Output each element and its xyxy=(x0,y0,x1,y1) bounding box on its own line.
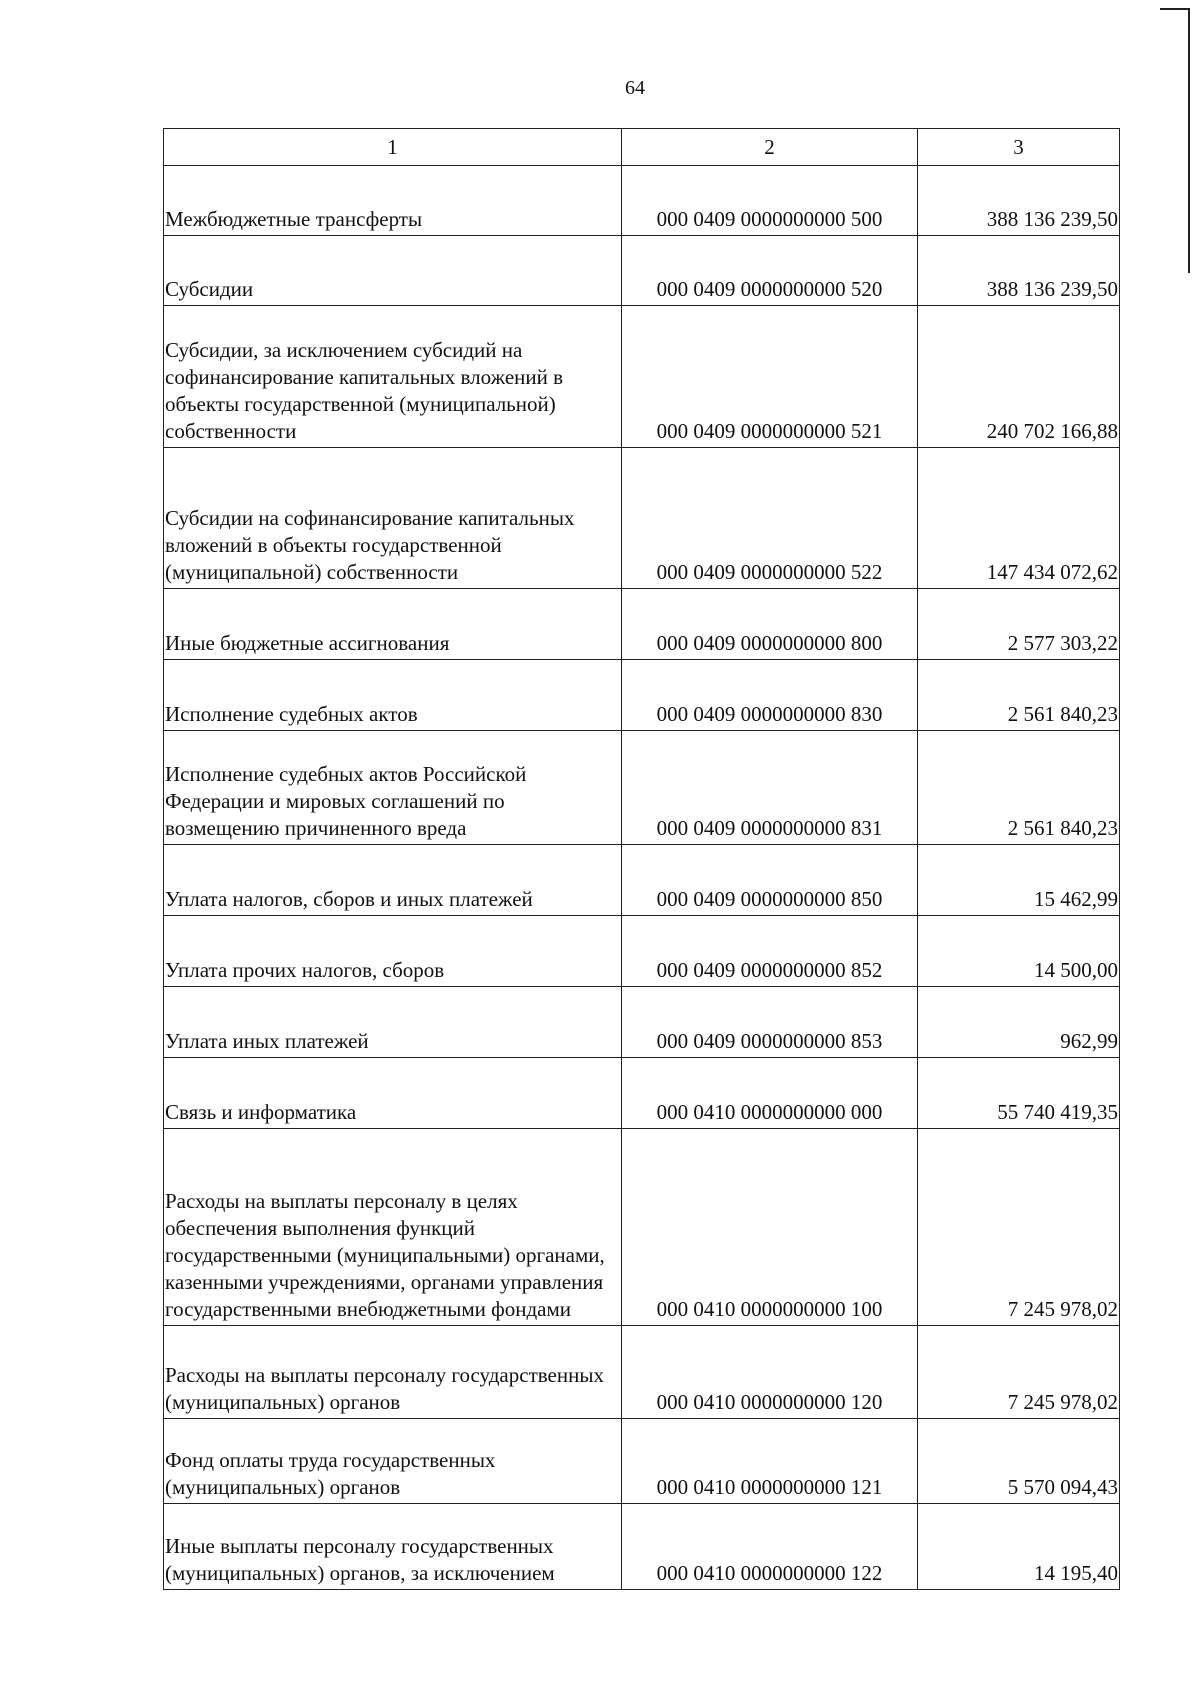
row-code: 000 0410 0000000000 121 xyxy=(622,1419,918,1504)
row-code: 000 0410 0000000000 100 xyxy=(622,1129,918,1326)
row-amount: 2 577 303,22 xyxy=(918,589,1120,660)
row-name: Субсидии xyxy=(164,236,622,306)
row-amount: 7 245 978,02 xyxy=(918,1129,1120,1326)
row-code: 000 0409 0000000000 521 xyxy=(622,306,918,448)
table-row xyxy=(164,306,1120,448)
row-amount: 15 462,99 xyxy=(918,845,1120,916)
table-row xyxy=(164,1129,1120,1326)
header-row xyxy=(164,129,1120,166)
row-amount: 388 136 239,50 xyxy=(918,166,1120,236)
row-name: Расходы на выплаты персоналу в целях обеспечения выполнения функций государственными (муниципальными) органами, казенными учреждениями, органами управления государственными внебюджетными фондами xyxy=(164,1129,622,1326)
column-header: 1 xyxy=(164,129,622,166)
row-name: Связь и информатика xyxy=(164,1058,622,1129)
scan-edge-mark xyxy=(1188,8,1190,273)
table-row xyxy=(164,589,1120,660)
row-code: 000 0409 0000000000 520 xyxy=(622,236,918,306)
row-amount: 147 434 072,62 xyxy=(918,448,1120,589)
table-row xyxy=(164,448,1120,589)
row-name: Исполнение судебных актов Российской Федерации и мировых соглашений по возмещению причиненного вреда xyxy=(164,731,622,845)
column-header: 2 xyxy=(622,129,918,166)
row-code: 000 0409 0000000000 800 xyxy=(622,589,918,660)
row-name: Субсидии на софинансирование капитальных вложений в объекты государственной (муниципальной) собственности xyxy=(164,448,622,589)
row-amount: 55 740 419,35 xyxy=(918,1058,1120,1129)
row-name: Уплата прочих налогов, сборов xyxy=(164,916,622,987)
table-row xyxy=(164,916,1120,987)
row-name: Иные бюджетные ассигнования xyxy=(164,589,622,660)
row-code: 000 0409 0000000000 831 xyxy=(622,731,918,845)
row-name: Фонд оплаты труда государственных (муниципальных) органов xyxy=(164,1419,622,1504)
row-name: Уплата иных платежей xyxy=(164,987,622,1058)
row-name: Исполнение судебных актов xyxy=(164,660,622,731)
table-row xyxy=(164,660,1120,731)
row-code: 000 0410 0000000000 122 xyxy=(622,1504,918,1590)
scan-edge-mark xyxy=(1160,8,1190,10)
row-code: 000 0409 0000000000 500 xyxy=(622,166,918,236)
page-number: 64 xyxy=(625,77,645,99)
row-code: 000 0410 0000000000 000 xyxy=(622,1058,918,1129)
table-row xyxy=(164,845,1120,916)
row-amount: 2 561 840,23 xyxy=(918,660,1120,731)
row-code: 000 0410 0000000000 120 xyxy=(622,1326,918,1419)
row-amount: 14 195,40 xyxy=(918,1504,1120,1590)
table-row xyxy=(164,987,1120,1058)
row-amount: 2 561 840,23 xyxy=(918,731,1120,845)
column-header: 3 xyxy=(918,129,1120,166)
table-row xyxy=(164,1326,1120,1419)
row-name: Уплата налогов, сборов и иных платежей xyxy=(164,845,622,916)
row-amount: 240 702 166,88 xyxy=(918,306,1120,448)
row-code: 000 0409 0000000000 852 xyxy=(622,916,918,987)
row-amount: 7 245 978,02 xyxy=(918,1326,1120,1419)
row-amount: 388 136 239,50 xyxy=(918,236,1120,306)
row-amount: 962,99 xyxy=(918,987,1120,1058)
table-row xyxy=(164,1419,1120,1504)
row-name: Межбюджетные трансферты xyxy=(164,166,622,236)
row-code: 000 0409 0000000000 830 xyxy=(622,660,918,731)
row-code: 000 0409 0000000000 850 xyxy=(622,845,918,916)
table-row xyxy=(164,731,1120,845)
row-code: 000 0409 0000000000 853 xyxy=(622,987,918,1058)
row-name: Расходы на выплаты персоналу государственных (муниципальных) органов xyxy=(164,1326,622,1419)
row-amount: 14 500,00 xyxy=(918,916,1120,987)
table-row xyxy=(164,236,1120,306)
row-amount: 5 570 094,43 xyxy=(918,1419,1120,1504)
row-code: 000 0409 0000000000 522 xyxy=(622,448,918,589)
row-name: Иные выплаты персоналу государственных (муниципальных) органов, за исключением xyxy=(164,1504,622,1590)
budget-table xyxy=(163,128,1120,1590)
row-name: Субсидии, за исключением субсидий на софинансирование капитальных вложений в объекты государственной (муниципальной) собственности xyxy=(164,306,622,448)
table-row xyxy=(164,1504,1120,1590)
table-row xyxy=(164,166,1120,236)
table-row xyxy=(164,1058,1120,1129)
